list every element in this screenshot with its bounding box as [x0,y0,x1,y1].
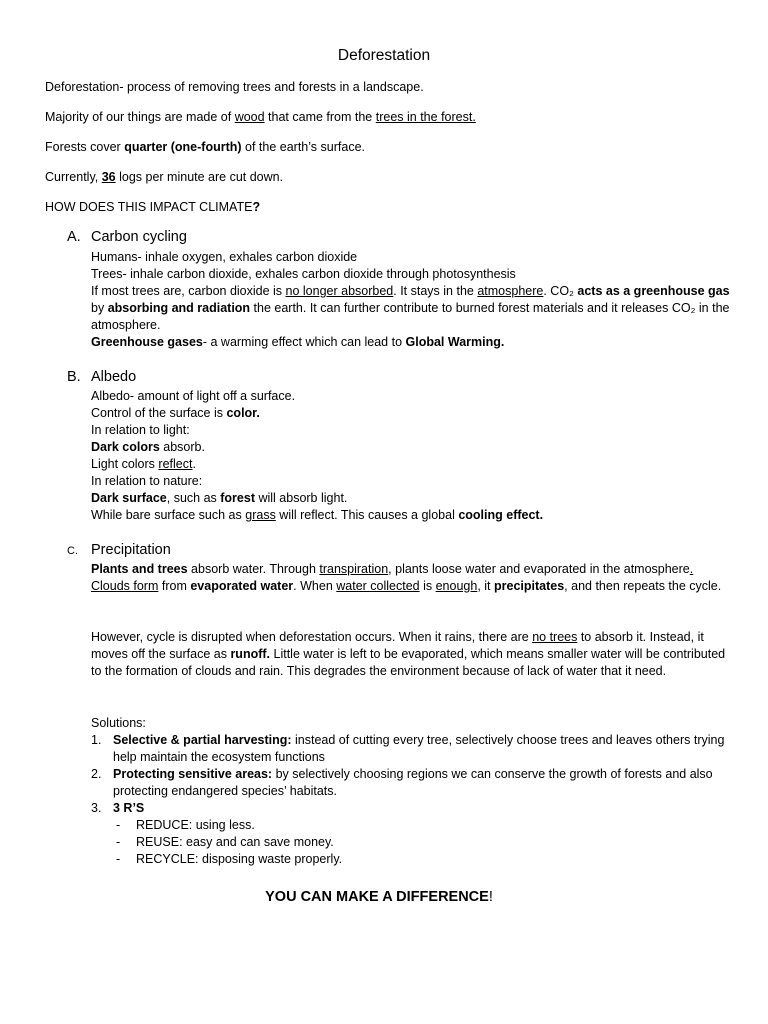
section-a-line: Trees- inhale carbon dioxide, exhales carbon dioxide through photosynthesis [91,267,516,281]
solutions-label: Solutions: [91,716,146,730]
solution-item: 1. Selective & partial harvesting: instead of cutting every tree, selectively choose trees and leaves others trying help maintain the ecosystem functions [91,733,725,764]
intro-definition: Deforestation- process of removing trees and forests in a landscape. [45,80,424,94]
section-b-line: Albedo- amount of light off a surface. [91,389,296,403]
section-c-heading: C. Precipitation [67,542,171,558]
section-a-line: Greenhouse gases- a warming effect which can lead to Global Warming. [91,335,505,349]
section-c-paragraph: Plants and trees absorb water. Through transpiration, plants loose water and evaporated in the atmosphere. Clouds form from evaporated water. When water collected is enough, it precipitates, and then repeats the cycle. [91,562,722,593]
section-c-paragraph: However, cycle is disrupted when deforestation occurs. When it rains, there are no trees to absorb it. Instead, it moves off the surface as runoff. Little water is left to be evaporated, which means smaller water will be contributed to the formation of clouds and rain. This degrades the environment because of lack of water that it need. [91,630,726,678]
section-b-heading: B. Albedo [67,369,137,385]
section-a-line: Humans- inhale oxygen, exhales carbon dioxide [91,250,358,264]
page-title: Deforestation [337,47,431,64]
section-b-line: In relation to light: [91,423,190,437]
section-c-disruption [91,629,731,680]
section-b-line: Dark surface, such as forest will absorb light. [91,491,348,505]
section-b-line: In relation to nature: [91,474,203,488]
r-item: - REDUCE: using less. [116,818,255,832]
section-b-body [91,388,731,524]
section-b-line: Dark colors absorb. [91,440,205,454]
impact-question: HOW DOES THIS IMPACT CLIMATE? [45,200,261,214]
section-a-body [91,249,731,351]
r-item: - RECYCLE: disposing waste properly. [116,852,343,866]
intro-cover: Forests cover quarter (one-fourth) of the earth’s surface. [45,140,365,154]
section-c-body [91,561,731,595]
section-a-heading: A. Carbon cycling [67,229,187,245]
solution-item: 3. 3 R’S [91,801,145,815]
section-b-line: Control of the surface is color. [91,406,260,420]
section-a-paragraph: If most trees are, carbon dioxide is no longer absorbed. It stays in the atmosphere. CO₂ acts as a greenhouse gas by absorbing and radiation the earth. It can further contribute to burned forest materials and it releases CO₂ in the atmosphere. [91,284,730,332]
intro-logs: Currently, 36 logs per minute are cut down. [45,170,284,184]
section-b-line: While bare surface such as grass will reflect. This causes a global cooling effect. [91,508,544,522]
r-item: - REUSE: easy and can save money. [116,835,334,849]
intro-wood: Majority of our things are made of wood that came from the trees in the forest. [45,110,476,124]
solution-item: 2. Protecting sensitive areas: by selectively choosing regions we can conserve the growth of forests and also protecting endangered species’ habitats. [91,767,713,798]
solutions [91,715,731,868]
closing-statement: YOU CAN MAKE A DIFFERENCE! [265,889,493,905]
section-b-line: Light colors reflect. [91,457,196,471]
